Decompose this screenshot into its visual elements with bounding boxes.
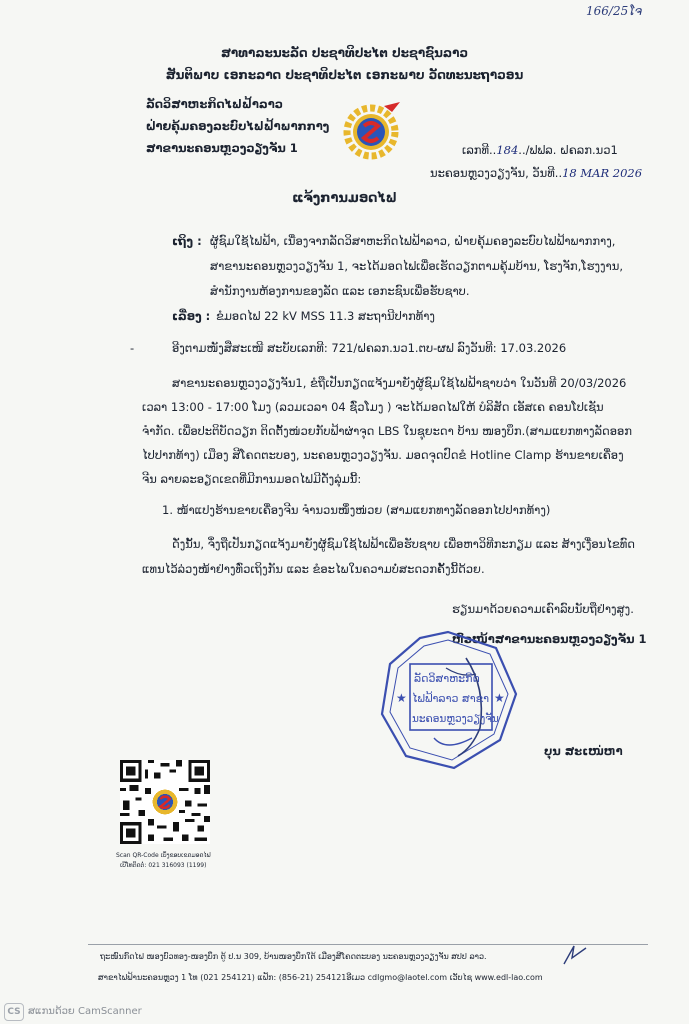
qr-caption-line2: ເບີໂທຕິດຕໍ່: 021 316093 (1199) bbox=[120, 862, 207, 869]
stamp-line2: ໄຟຟ້າລາວ ສາຂາ bbox=[412, 692, 490, 705]
to-line1: ຜູ້ຊົມໃຊ້ໄຟຟ້າ, ເນື່ອງຈາກລັດວິສາຫະກິດໄຟຟ້າລາວ, ຝ່າຍຄຸ້ມຄອງລະບົບໄຟຟ້າພາກກາງ, bbox=[210, 234, 616, 248]
ref-number-line: ເລກທີ..184../ຟຟລ. ຝຄລກ.ນວ1 bbox=[462, 143, 618, 157]
body-p1-line1: ສາຂານະຄອນຫຼວງວຽງຈັນ1, ຂໍຖືເປັນກຽດແຈ້ງມາຍັງຜູ້ຊົມໃຊ້ໄຟຟ້າຊາບວ່າ ໃນວັນທີ 20/03/2026 bbox=[172, 376, 627, 390]
place-date-line: ນະຄອນຫຼວງວຽງຈັນ, ວັນທີ..18 MAR 2026 bbox=[430, 166, 643, 180]
org-line3: ສາຂານະຄອນຫຼວງວຽງຈັນ 1 bbox=[146, 141, 298, 155]
closing-line: ຮຽນມາດ້ວຍຄວາມເຄົາລົບນັບຖືຢ່າງສູງ. bbox=[452, 602, 634, 616]
signatory-name: ບຸນ ສະເໜ່ຫາ bbox=[544, 744, 623, 758]
stamp-line3: ນະຄອນຫຼວງວຽງຈັນ bbox=[412, 713, 499, 725]
corner-handwritten-note: 166/25ໂຈ bbox=[586, 4, 642, 18]
national-header-line2: ສັນຕິພາບ ເອກະລາດ ປະຊາທິປະໄຕ ເອກະພາບ ວັດທະນະຖາວອນ bbox=[165, 68, 524, 82]
camscanner-label: ສແກນດ້ວຍ CamScanner bbox=[28, 1006, 142, 1017]
org-line1: ລັດວິສາຫະກິດໄຟຟ້າລາວ bbox=[146, 97, 283, 111]
footer-address: ຖະໜົນກົດໄຟ ໜອງບົວທອງ-ໜອງບຶກ ຕູ້ ປ.ນ 309, ບ້ານໜອງບຶກໃຕ້ ເມືອງສີໂຄດຕະບອງ ນະຄອນຫຼວງວຽງຈັນ ສປປ ລາວ. bbox=[100, 952, 487, 961]
reference-bullet: - bbox=[130, 341, 135, 355]
body-p2-line1: ດັ່ງນັ້ນ, ຈຶ່ງຖືເປັນກຽດແຈ້ງມາຍັງຜູ້ຊົມໃຊ້ໄຟຟ້າເພື່ອຮັບຊາບ ເພື່ອຫາວິທີກະກຽມ ແລະ ສ້າງເງື່ອນໄຂທົດ bbox=[172, 537, 635, 551]
body-p1-line4: ໄປປາກທ້າງ) ເມືອງ ສີໂຄດຕະບອງ, ນະຄອນຫຼວງວຽງຈັນ. ມອດຈຸດປົດຂໍ Hotline Clamp ຮ້ານຂາຍເຄື່ອງ bbox=[142, 448, 624, 462]
issue-date: 18 MAR 2026 bbox=[562, 166, 643, 180]
reference-line: ອີງຕາມໜັງສືສະເໜີ ສະບັບເລກທີ: 721/ຝຄລກ.ນວ1.ຕບ-ຜຟ ລົງວັນທີ: 17.03.2026 bbox=[172, 341, 567, 355]
place-date-prefix: ນະຄອນຫຼວງວຽງຈັນ, ວັນທີ bbox=[430, 166, 555, 180]
body-p1-line3: ຈຳກັດ. ເພື່ອປະຕິບັດວຽກ ຕິດຕັ້ງໜ່ວຍກັບຟ້າຜ່າຈຸດ LBS ໃນຊຸຍະດາ ບ້ານ ໜອງບຶກ.(ສາມແຍກທາງລັດອອກ bbox=[142, 424, 633, 438]
qr-code-icon[interactable] bbox=[120, 760, 210, 844]
list-item: 1. ໜ້າແປງຮ້ານຂາຍເຄື່ອງຈີນ ຈຳນວນໜຶ່ງໜ່ວຍ (ສາມແຍກທາງລັດອອກໄປປາກທ້າງ) bbox=[162, 503, 551, 517]
org-line2: ຝ່າຍຄຸ້ມຄອງລະບົບໄຟຟ້າພາກກາງ bbox=[146, 119, 330, 133]
subject-label: ເລື່ອງ : bbox=[172, 309, 211, 323]
stamp-line1: ລັດວິສາຫະກິດ bbox=[414, 672, 480, 685]
national-header-line1: ສາທາລະນະລັດ ປະຊາທິປະໄຕ ປະຊາຊົນລາວ bbox=[220, 46, 469, 60]
body-p1-line2: ເວລາ 13:00 - 17:00 ໂມງ (ລວມເວລາ 04 ຊົ່ວໂມງ ) ຈະໄດ້ມອດໄຟໃຫ້ ບໍລິສັດ ເອັສເຄ ຄອນໂປເຊັນ bbox=[142, 400, 604, 414]
ref-suffix: /ຟຟລ. ຝຄລກ.ນວ1 bbox=[525, 143, 618, 157]
to-label: ເຖິງ : bbox=[172, 234, 202, 248]
svg-text:★: ★ bbox=[494, 691, 505, 705]
footer-signature-mark-icon bbox=[560, 942, 590, 970]
camscanner-logo-icon: CS bbox=[4, 1003, 24, 1021]
edl-logo-icon bbox=[340, 102, 402, 160]
ref-prefix: ເລກທີ bbox=[462, 143, 490, 157]
to-line3: ສຳນັກງານຫ້ອງການຂອງລັດ ແລະ ເອກະຊົນເພື່ອຮັບຊາບ. bbox=[210, 284, 470, 298]
ref-number: 184 bbox=[496, 143, 519, 157]
to-line2: ສາຂານະຄອນຫຼວງວຽງຈັນ 1, ຈະໄດ້ມອດໄຟເພື່ອເຮັດວຽກຕາມຄຸ້ມບ້ານ, ໂຮງຈັກ,ໂຮງງານ, bbox=[210, 259, 623, 273]
body-p1-line5: ຈີນ ລາຍລະອຽດເຂດທີ່ມີການມອດໄຟມີດັ່ງລຸ່ມນີ້: bbox=[142, 472, 362, 486]
svg-text:★: ★ bbox=[396, 691, 407, 705]
body-p2-line2: ແທນໄວ້ລ່ວງໜ້າຢ່າງທົ່ວເຖິງກັນ ແລະ ຂໍອະໄພໃນຄວາມບໍ່ສະດວກຄັ້ງນີ້ດ້ວຍ. bbox=[142, 562, 485, 576]
footer-contact: ສາຂາໄຟຟ້ານະຄອນຫຼວງ 1 ໂທ (021 254121) ແຟັກ: (856-21) 254121ອີເມວ cdlgmo@laotel.com ເວັບໄຊ www.edl-lao.com bbox=[98, 973, 543, 982]
subject-text: ຂໍມອດໄຟ 22 kV MSS 11.3 ສະຖານີປາກທ້າງ bbox=[216, 309, 435, 323]
document-title: ແຈ້ງການມອດໄຟ bbox=[292, 191, 397, 206]
qr-caption-line1: Scan QR-Code ເບິ່ງຂອບເຂດມອດໄຟ bbox=[116, 852, 211, 859]
signatory-title: ຫົວໜ້າສາຂານະຄອນຫຼວງວຽງຈັນ 1 bbox=[452, 632, 647, 646]
